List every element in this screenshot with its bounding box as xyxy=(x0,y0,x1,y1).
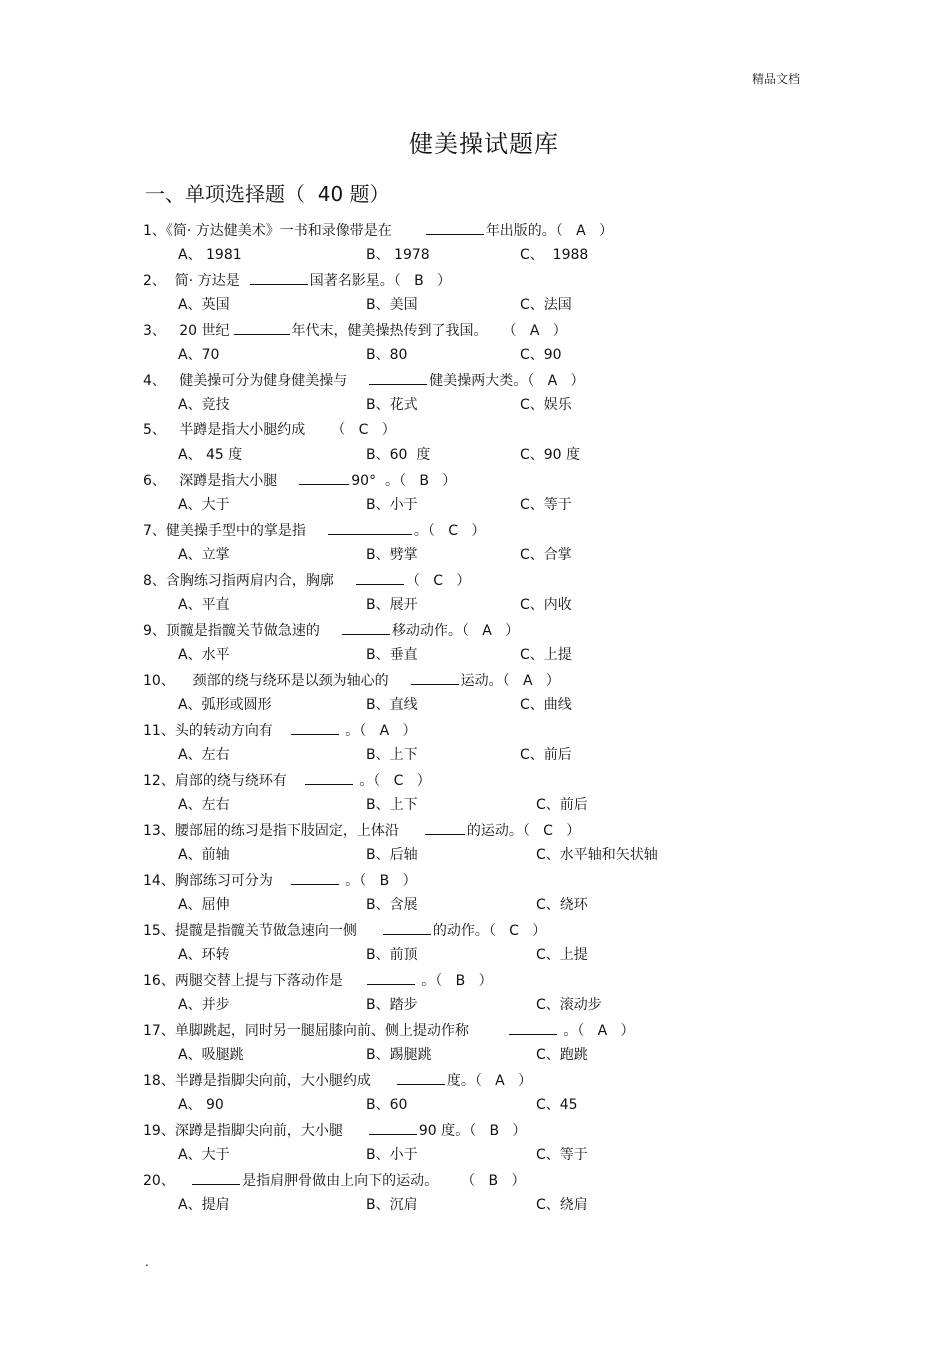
option-c: C、 1988 xyxy=(520,247,589,263)
answer-blank xyxy=(328,519,412,535)
question-text xyxy=(143,919,546,941)
option-a: A、前轴 xyxy=(178,847,230,863)
answer-blank xyxy=(369,369,427,385)
option-a: A、大于 xyxy=(178,497,230,513)
option-a: A、屈伸 xyxy=(178,897,230,913)
option-a: A、弧形或圆形 xyxy=(178,697,272,713)
question-text xyxy=(143,719,417,741)
question-item xyxy=(143,619,863,669)
answer-key: A ） xyxy=(366,723,417,739)
option-b: B、60 度 xyxy=(366,447,431,463)
question-item xyxy=(143,519,863,569)
page-title: 健美操试题库 xyxy=(409,130,559,158)
option-b: B、展开 xyxy=(366,597,418,613)
answer-blank xyxy=(367,969,415,985)
option-c: C、合掌 xyxy=(520,547,572,563)
answer-blank xyxy=(426,219,484,235)
option-b: B、80 xyxy=(366,347,408,363)
option-row xyxy=(178,494,838,516)
option-row xyxy=(178,594,838,616)
option-c: C、娱乐 xyxy=(520,397,572,413)
question-stem-end: 。（ xyxy=(558,1023,585,1039)
question-stem-end: 健美操两大类。（ xyxy=(429,373,535,389)
option-b: B、前顶 xyxy=(366,947,418,963)
question-stem-end: 。（ xyxy=(416,973,443,989)
option-row xyxy=(178,544,838,566)
answer-key: A ） xyxy=(481,1073,533,1089)
question-stem: 18、半蹲是指脚尖向前，大小腿约成 xyxy=(143,1073,371,1089)
question-stem: 11、头的转动方向有 xyxy=(143,723,273,739)
question-stem-end: 年代末，健美操热传到了我国。 xyxy=(291,323,488,339)
option-row xyxy=(178,1194,838,1216)
option-a: A、竞技 xyxy=(178,397,230,413)
option-a: A、左右 xyxy=(178,797,230,813)
option-row xyxy=(178,894,838,916)
question-stem: 15、提髋是指髋关节做急速向一侧 xyxy=(143,923,357,939)
question-text xyxy=(143,419,396,441)
answer-blank xyxy=(425,819,465,835)
option-b: B、劈掌 xyxy=(366,547,418,563)
answer-key: （ A ） xyxy=(509,323,567,339)
answer-blank xyxy=(234,319,290,335)
option-c: C、上提 xyxy=(520,647,572,663)
option-b: B、 1978 xyxy=(366,247,430,263)
option-b: B、沉肩 xyxy=(366,1197,418,1213)
question-text xyxy=(143,869,417,891)
option-a: A、水平 xyxy=(178,647,230,663)
option-a: A、提肩 xyxy=(178,1197,230,1213)
question-list xyxy=(143,219,863,1219)
question-text xyxy=(143,1119,526,1141)
option-b: B、后轴 xyxy=(366,847,418,863)
answer-blank xyxy=(250,269,308,285)
option-c: C、曲线 xyxy=(520,697,572,713)
question-text xyxy=(143,819,580,841)
footer-dot: . xyxy=(145,1255,149,1269)
option-c: C、等于 xyxy=(520,497,572,513)
option-a: A、 1981 xyxy=(178,247,242,263)
answer-blank xyxy=(369,1119,417,1135)
question-stem: 6、 深蹲是指大小腿 xyxy=(143,473,278,489)
answer-blank xyxy=(291,869,339,885)
option-row xyxy=(178,694,838,716)
question-stem: 9、顶髋是指髋关节做急速的 xyxy=(143,623,320,639)
option-c: C、法国 xyxy=(520,297,572,313)
option-a: A、平直 xyxy=(178,597,230,613)
option-row xyxy=(178,294,838,316)
question-stem-end: 是指肩胛骨做由上向下的运动。 xyxy=(242,1173,439,1189)
option-row xyxy=(178,944,838,966)
question-stem: 5、 半蹲是指大小腿约成 xyxy=(143,422,306,438)
option-a: A、 90 xyxy=(178,1097,224,1113)
answer-key: B ） xyxy=(476,1123,527,1139)
question-stem-end: 移动动作。（ xyxy=(391,623,469,639)
option-a: A、左右 xyxy=(178,747,230,763)
question-stem-end: 度。（ xyxy=(446,1073,482,1089)
answer-key: C ） xyxy=(434,523,486,539)
option-row xyxy=(178,244,838,266)
option-row xyxy=(178,1044,838,1066)
answer-blank xyxy=(299,469,349,485)
option-c: C、90 xyxy=(520,347,562,363)
option-c: C、90 度 xyxy=(520,447,581,463)
answer-key: C ） xyxy=(380,773,431,789)
header-note: 精品文档 xyxy=(752,72,801,86)
question-stem: 12、肩部的绕与绕环有 xyxy=(143,773,287,789)
question-text xyxy=(143,219,613,241)
option-b: B、美国 xyxy=(366,297,418,313)
question-text xyxy=(143,769,431,791)
question-item xyxy=(143,669,863,719)
question-stem: 19、深蹲是指脚尖向前，大小腿 xyxy=(143,1123,343,1139)
question-text xyxy=(143,569,470,591)
question-item xyxy=(143,269,863,319)
option-b: B、含展 xyxy=(366,897,418,913)
question-item xyxy=(143,469,863,519)
option-b: B、花式 xyxy=(366,397,418,413)
answer-blank xyxy=(383,919,431,935)
question-item xyxy=(143,969,863,1019)
question-stem: 20、 xyxy=(143,1173,189,1189)
option-b: B、踢腿跳 xyxy=(366,1047,432,1063)
question-text xyxy=(143,669,560,691)
question-stem-end: 运动。（ xyxy=(460,673,510,689)
question-item xyxy=(143,719,863,769)
question-stem-end: 。（ xyxy=(354,773,381,789)
question-stem: 1、《简· 方达健美术》一书和录像带是在 xyxy=(143,223,392,239)
option-c: C、滚动步 xyxy=(536,997,602,1013)
question-item xyxy=(143,219,863,269)
question-item xyxy=(143,369,863,419)
option-row xyxy=(178,844,838,866)
question-text xyxy=(143,519,485,541)
question-stem-end: 。（ xyxy=(413,523,435,539)
option-c: C、前后 xyxy=(520,747,572,763)
option-row xyxy=(178,394,838,416)
question-text xyxy=(143,1069,532,1091)
question-stem: 4、 健美操可分为健身健美操与 xyxy=(143,373,348,389)
option-c: C、水平轴和矢状轴 xyxy=(536,847,658,863)
answer-key: （ B ） xyxy=(468,1173,526,1189)
answer-key: A ） xyxy=(509,673,560,689)
option-row xyxy=(178,794,838,816)
option-a: A、70 xyxy=(178,347,220,363)
question-item xyxy=(143,1069,863,1119)
question-item xyxy=(143,569,863,619)
option-c: C、前后 xyxy=(536,797,588,813)
option-a: A、英国 xyxy=(178,297,230,313)
question-item xyxy=(143,419,863,469)
question-stem: 8、含胸练习指两肩内合，胸廓 xyxy=(143,573,334,589)
question-stem: 3、 20 世纪 xyxy=(143,323,230,339)
answer-blank xyxy=(291,719,339,735)
answer-blank xyxy=(397,1069,445,1085)
answer-blank xyxy=(411,669,459,685)
answer-blank xyxy=(356,569,404,585)
option-b: B、上下 xyxy=(366,747,418,763)
answer-key: A ） xyxy=(468,623,520,639)
option-c: C、上提 xyxy=(536,947,588,963)
option-row xyxy=(178,994,838,1016)
question-item xyxy=(143,319,863,369)
answer-key: A ） xyxy=(584,1023,635,1039)
question-stem-end: 。（ xyxy=(340,723,367,739)
question-text xyxy=(143,319,567,341)
answer-blank xyxy=(342,619,390,635)
option-a: A、立掌 xyxy=(178,547,230,563)
question-item xyxy=(143,919,863,969)
answer-key: （ C ） xyxy=(331,422,396,438)
answer-key: B ） xyxy=(405,473,457,489)
question-stem: 10、 颈部的绕与绕环是以颈为轴心的 xyxy=(143,673,389,689)
question-item xyxy=(143,769,863,819)
option-a: A、 45 度 xyxy=(178,447,243,463)
option-c: C、跑跳 xyxy=(536,1047,588,1063)
question-item xyxy=(143,1119,863,1169)
question-item xyxy=(143,869,863,919)
option-c: C、绕肩 xyxy=(536,1197,588,1213)
question-stem-end: 的动作。（ xyxy=(432,923,496,939)
answer-key: C ） xyxy=(529,823,581,839)
question-stem-end: 的运动。（ xyxy=(466,823,530,839)
question-stem-end: 。（ xyxy=(340,873,367,889)
section-title: 一、单项选择题（ 40 题） xyxy=(145,182,390,206)
answer-key: B ） xyxy=(400,273,452,289)
question-stem-end: 90° 。（ xyxy=(351,473,406,489)
option-b: B、直线 xyxy=(366,697,418,713)
option-b: B、小于 xyxy=(366,497,418,513)
answer-blank xyxy=(509,1019,557,1035)
question-stem: 17、单脚跳起，同时另一腿屈膝向前、侧上提动作称 xyxy=(143,1023,469,1039)
question-text xyxy=(143,469,456,491)
option-b: B、小于 xyxy=(366,1147,418,1163)
option-row xyxy=(178,444,838,466)
answer-key: A ） xyxy=(562,223,614,239)
question-text xyxy=(143,1169,525,1191)
option-a: A、吸腿跳 xyxy=(178,1047,244,1063)
question-text xyxy=(143,619,519,641)
option-b: B、60 xyxy=(366,1097,408,1113)
option-c: C、等于 xyxy=(536,1147,588,1163)
option-row xyxy=(178,344,838,366)
question-stem-end: 90 度。（ xyxy=(418,1123,477,1139)
answer-key: C ） xyxy=(419,573,471,589)
answer-key: A ） xyxy=(534,373,585,389)
question-stem-end: 国著名影星。（ xyxy=(309,273,401,289)
option-row xyxy=(178,1094,838,1116)
question-text xyxy=(143,269,451,291)
option-b: B、上下 xyxy=(366,797,418,813)
answer-key: C ） xyxy=(495,923,547,939)
option-row xyxy=(178,644,838,666)
option-a: A、大于 xyxy=(178,1147,230,1163)
option-c: C、内收 xyxy=(520,597,572,613)
question-text xyxy=(143,969,493,991)
answer-blank xyxy=(305,769,353,785)
option-a: A、并步 xyxy=(178,997,230,1013)
answer-key: B ） xyxy=(366,873,417,889)
question-text xyxy=(143,1019,635,1041)
option-row xyxy=(178,1144,838,1166)
question-item xyxy=(143,819,863,869)
question-stem-end: 年出版的。（ xyxy=(485,223,563,239)
option-c: C、绕环 xyxy=(536,897,588,913)
question-stem-end: （ xyxy=(405,573,420,589)
question-stem: 13、腰部屈的练习是指下肢固定，上体沿 xyxy=(143,823,399,839)
question-item xyxy=(143,1169,863,1219)
question-item xyxy=(143,1019,863,1069)
question-stem: 16、两腿交替上提与下落动作是 xyxy=(143,973,343,989)
question-stem: 14、胸部练习可分为 xyxy=(143,873,273,889)
answer-key: B ） xyxy=(442,973,493,989)
question-stem: 2、 简· 方达是 xyxy=(143,273,240,289)
option-b: B、踏步 xyxy=(366,997,418,1013)
answer-blank xyxy=(192,1169,240,1185)
option-c: C、45 xyxy=(536,1097,578,1113)
question-text xyxy=(143,369,585,391)
option-a: A、环转 xyxy=(178,947,230,963)
option-row xyxy=(178,744,838,766)
option-b: B、垂直 xyxy=(366,647,418,663)
question-stem: 7、健美操手型中的掌是指 xyxy=(143,523,306,539)
